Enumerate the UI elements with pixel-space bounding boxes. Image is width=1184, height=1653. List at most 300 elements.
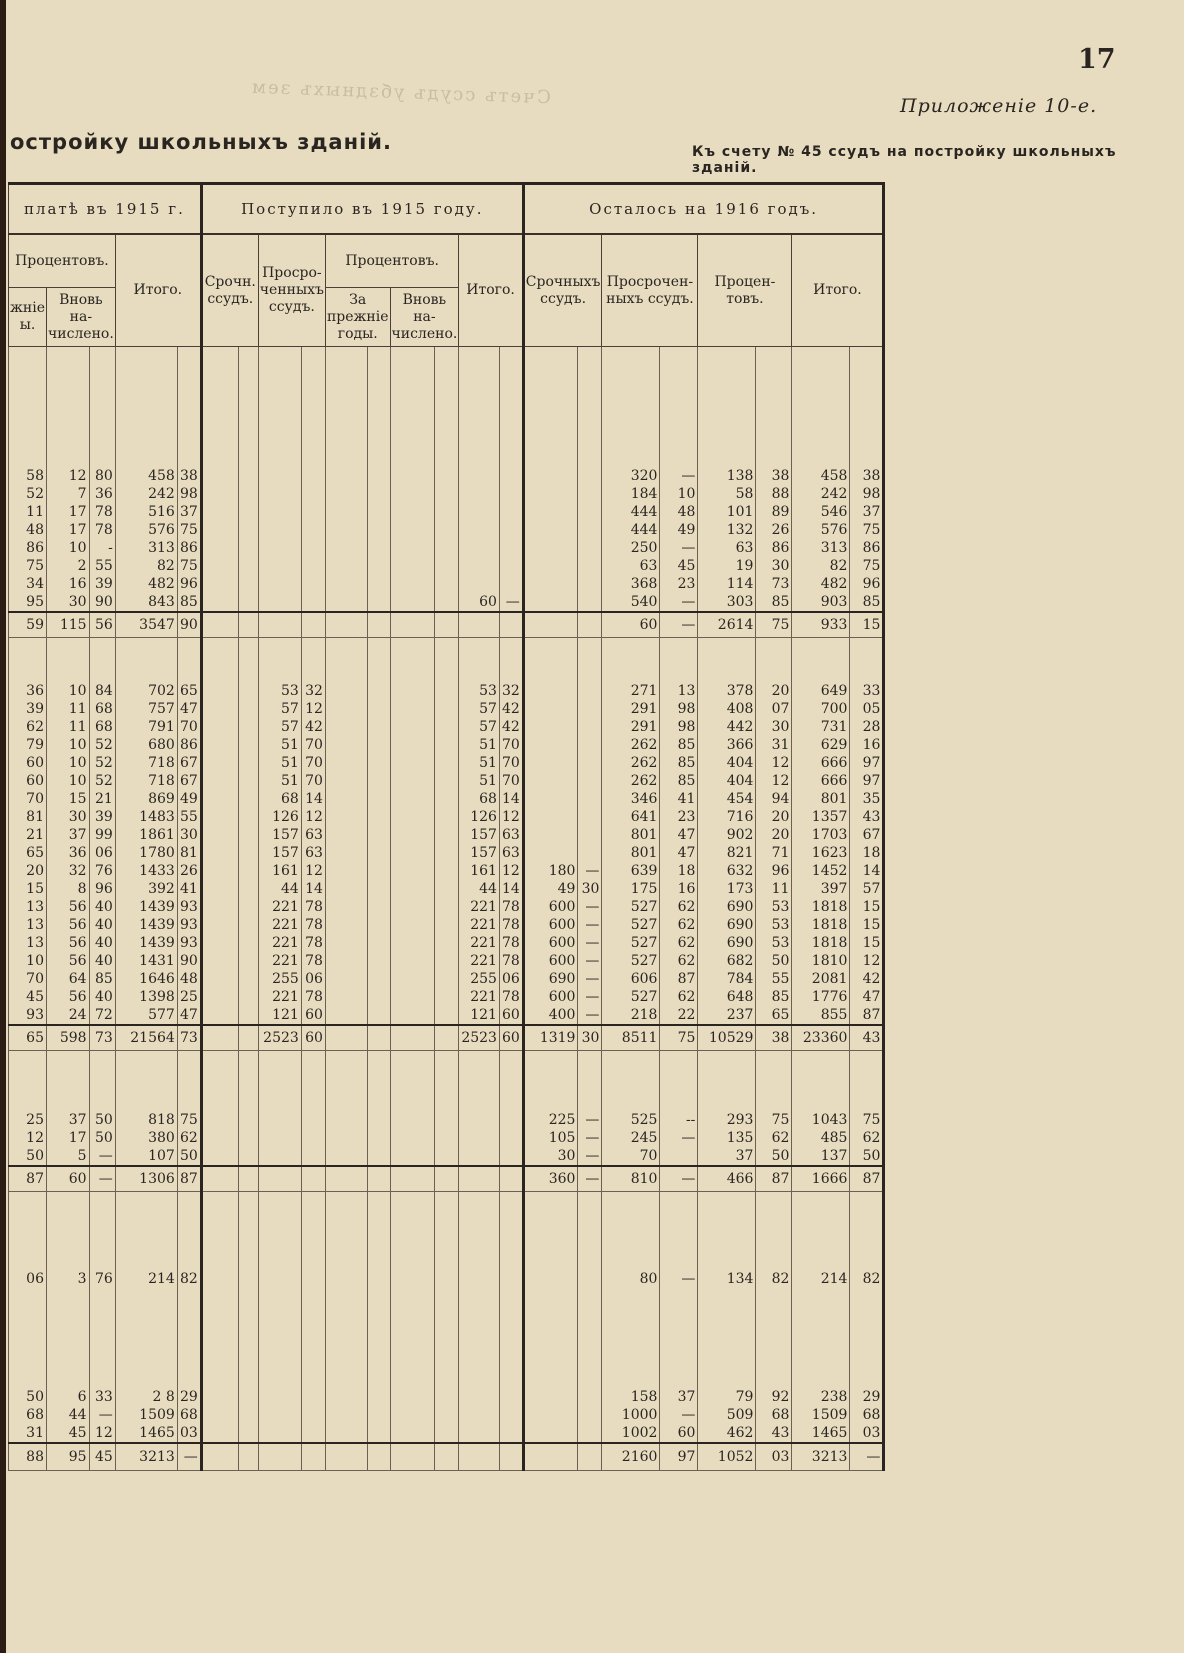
table-cell: 70 bbox=[9, 970, 47, 988]
table-cell: 85 bbox=[850, 593, 884, 612]
table-cell: 12 bbox=[9, 1129, 47, 1147]
table-cell: 36 bbox=[9, 682, 47, 700]
table-cell bbox=[325, 790, 367, 808]
table-cell bbox=[238, 862, 258, 880]
table-cell bbox=[238, 347, 258, 468]
table-cell bbox=[325, 485, 367, 503]
table-cell: 15 bbox=[9, 880, 47, 898]
table-cell bbox=[238, 521, 258, 539]
table-cell bbox=[238, 1006, 258, 1025]
table-cell bbox=[435, 638, 459, 683]
table-cell bbox=[238, 826, 258, 844]
table-cell bbox=[390, 808, 435, 826]
table-cell: 53 bbox=[756, 898, 792, 916]
table-cell: 801 bbox=[792, 790, 850, 808]
table-cell: 408 bbox=[698, 700, 756, 718]
table-cell: 1509 bbox=[792, 1406, 850, 1424]
table-cell: 70 bbox=[9, 790, 47, 808]
table-cell: 96 bbox=[89, 880, 115, 898]
table-cell: 47 bbox=[660, 844, 698, 862]
table-cell: 1306 bbox=[115, 1166, 177, 1192]
table-cell: 629 bbox=[792, 736, 850, 754]
table-cell bbox=[201, 898, 238, 916]
table-cell bbox=[390, 1443, 435, 1471]
table-cell: 380 bbox=[115, 1129, 177, 1147]
table-cell: 10 bbox=[46, 754, 89, 772]
table-cell: 320 bbox=[602, 467, 660, 485]
table-cell bbox=[499, 1270, 523, 1288]
table-cell: 18 bbox=[660, 862, 698, 880]
table-cell bbox=[850, 1288, 884, 1388]
table-cell bbox=[390, 736, 435, 754]
table-cell bbox=[390, 718, 435, 736]
table-cell bbox=[325, 1051, 367, 1112]
table-cell: 680 bbox=[115, 736, 177, 754]
table-cell: - bbox=[89, 539, 115, 557]
table-cell: 869 bbox=[115, 790, 177, 808]
table-cell bbox=[523, 844, 578, 862]
table-cell: 03 bbox=[850, 1424, 884, 1443]
table-cell: 843 bbox=[115, 593, 177, 612]
table-cell: 700 bbox=[792, 700, 850, 718]
header-total: Итого. bbox=[115, 234, 201, 347]
table-cell bbox=[325, 557, 367, 575]
table-cell: 221 bbox=[258, 952, 301, 970]
table-cell: 13 bbox=[9, 934, 47, 952]
table-cell bbox=[367, 1006, 390, 1025]
table-cell: 1465 bbox=[115, 1424, 177, 1443]
table-cell bbox=[201, 700, 238, 718]
table-cell: 14 bbox=[499, 880, 523, 898]
table-cell bbox=[367, 880, 390, 898]
table-cell: 17 bbox=[46, 503, 89, 521]
table-cell: 214 bbox=[115, 1270, 177, 1288]
table-cell bbox=[238, 898, 258, 916]
table-cell bbox=[9, 1051, 47, 1112]
table-cell: 51 bbox=[459, 772, 500, 790]
table-cell: 12 bbox=[89, 1424, 115, 1443]
table-cell: 12 bbox=[499, 808, 523, 826]
table-cell bbox=[238, 467, 258, 485]
table-cell: 138 bbox=[698, 467, 756, 485]
spacer-row bbox=[9, 1288, 884, 1388]
table-cell: 35 bbox=[850, 790, 884, 808]
table-cell bbox=[698, 1192, 756, 1271]
table-cell: 36 bbox=[89, 485, 115, 503]
table-cell: 25 bbox=[177, 988, 201, 1006]
table-cell bbox=[435, 539, 459, 557]
table-cell bbox=[499, 1166, 523, 1192]
table-cell bbox=[238, 790, 258, 808]
table-cell: 1002 bbox=[602, 1424, 660, 1443]
table-cell bbox=[367, 612, 390, 638]
table-cell: 38 bbox=[850, 467, 884, 485]
table-cell: 12 bbox=[46, 467, 89, 485]
table-cell: 53 bbox=[756, 916, 792, 934]
table-cell bbox=[238, 1270, 258, 1288]
table-cell bbox=[301, 575, 325, 593]
table-cell bbox=[602, 1192, 660, 1271]
table-cell bbox=[523, 808, 578, 826]
table-cell bbox=[325, 880, 367, 898]
table-cell bbox=[238, 1406, 258, 1424]
table-cell: 50 bbox=[756, 952, 792, 970]
table-cell bbox=[258, 557, 301, 575]
table-cell bbox=[523, 557, 578, 575]
table-cell: 28 bbox=[850, 718, 884, 736]
table-cell: 85 bbox=[177, 593, 201, 612]
table-cell: 250 bbox=[602, 539, 660, 557]
table-cell: 690 bbox=[523, 970, 578, 988]
table-cell bbox=[201, 988, 238, 1006]
table-cell: 291 bbox=[602, 700, 660, 718]
table-cell bbox=[578, 682, 602, 700]
table-cell: 48 bbox=[660, 503, 698, 521]
table-cell: 32 bbox=[46, 862, 89, 880]
table-cell: 5 bbox=[46, 1147, 89, 1166]
table-cell bbox=[523, 682, 578, 700]
table-cell bbox=[325, 638, 367, 683]
table-cell bbox=[523, 467, 578, 485]
table-cell: 14 bbox=[301, 880, 325, 898]
table-cell bbox=[435, 826, 459, 844]
table-cell bbox=[660, 347, 698, 468]
table-cell: 1666 bbox=[792, 1166, 850, 1192]
table-cell bbox=[325, 736, 367, 754]
table-cell bbox=[390, 1270, 435, 1288]
table-cell: 60 bbox=[9, 772, 47, 790]
table-cell: 2081 bbox=[792, 970, 850, 988]
table-row bbox=[9, 736, 884, 754]
table-cell bbox=[325, 898, 367, 916]
table-cell bbox=[578, 790, 602, 808]
table-cell: 75 bbox=[177, 557, 201, 575]
table-cell: 90 bbox=[177, 952, 201, 970]
table-cell bbox=[602, 1051, 660, 1112]
table-cell bbox=[578, 557, 602, 575]
table-cell: 576 bbox=[792, 521, 850, 539]
table-cell: 87 bbox=[177, 1166, 201, 1192]
table-cell: 60 bbox=[602, 612, 660, 638]
table-cell bbox=[238, 612, 258, 638]
table-cell bbox=[523, 539, 578, 557]
table-cell bbox=[238, 1388, 258, 1406]
table-cell: — bbox=[89, 1406, 115, 1424]
table-cell bbox=[367, 347, 390, 468]
table-cell: 718 bbox=[115, 772, 177, 790]
table-cell bbox=[390, 1129, 435, 1147]
table-cell: 157 bbox=[258, 844, 301, 862]
table-cell: 600 bbox=[523, 988, 578, 1006]
table-cell: 50 bbox=[89, 1111, 115, 1129]
table-cell bbox=[258, 1406, 301, 1424]
table-row bbox=[9, 1006, 884, 1025]
table-cell: 1465 bbox=[792, 1424, 850, 1443]
table-cell: 20 bbox=[756, 826, 792, 844]
table-cell bbox=[578, 347, 602, 468]
table-cell bbox=[367, 557, 390, 575]
table-cell bbox=[435, 754, 459, 772]
table-cell bbox=[390, 970, 435, 988]
table-cell bbox=[325, 1288, 367, 1388]
table-cell: 78 bbox=[499, 952, 523, 970]
table-cell bbox=[459, 612, 500, 638]
table-cell: 76 bbox=[89, 1270, 115, 1288]
table-cell: — bbox=[578, 934, 602, 952]
table-cell: 13 bbox=[9, 916, 47, 934]
table-cell: 40 bbox=[89, 952, 115, 970]
table-cell bbox=[367, 934, 390, 952]
table-cell: 60 bbox=[499, 1025, 523, 1051]
table-cell: 632 bbox=[698, 862, 756, 880]
table-cell: 12 bbox=[850, 952, 884, 970]
table-cell: — bbox=[578, 1147, 602, 1166]
table-cell bbox=[435, 970, 459, 988]
table-cell bbox=[435, 1006, 459, 1025]
table-cell bbox=[238, 1129, 258, 1147]
table-cell bbox=[46, 638, 89, 683]
table-cell bbox=[578, 700, 602, 718]
table-cell bbox=[201, 808, 238, 826]
table-cell: 255 bbox=[258, 970, 301, 988]
table-cell bbox=[523, 575, 578, 593]
table-cell bbox=[459, 1443, 500, 1471]
table-cell: 87 bbox=[660, 970, 698, 988]
table-row bbox=[9, 718, 884, 736]
table-cell: 55 bbox=[177, 808, 201, 826]
table-cell bbox=[258, 347, 301, 468]
table-cell: 458 bbox=[792, 467, 850, 485]
table-cell: 40 bbox=[89, 988, 115, 1006]
table-cell: 682 bbox=[698, 952, 756, 970]
table-cell bbox=[390, 790, 435, 808]
table-cell: 49 bbox=[523, 880, 578, 898]
table-cell: 37 bbox=[46, 1111, 89, 1129]
table-cell bbox=[367, 521, 390, 539]
table-cell bbox=[435, 1111, 459, 1129]
table-cell: 58 bbox=[9, 467, 47, 485]
table-cell: 702 bbox=[115, 682, 177, 700]
table-cell: 12 bbox=[756, 772, 792, 790]
table-cell: 75 bbox=[177, 521, 201, 539]
table-row bbox=[9, 970, 884, 988]
table-cell bbox=[238, 1147, 258, 1166]
table-cell: 221 bbox=[258, 988, 301, 1006]
table-cell: 42 bbox=[499, 700, 523, 718]
table-row bbox=[9, 862, 884, 880]
header-overdue: Просро-ченныхъ ссудъ. bbox=[258, 234, 325, 347]
table-row bbox=[9, 934, 884, 952]
table-cell: 60 bbox=[301, 1025, 325, 1051]
table-cell: — bbox=[177, 1443, 201, 1471]
table-cell: 57 bbox=[459, 700, 500, 718]
table-cell bbox=[523, 485, 578, 503]
table-cell bbox=[258, 593, 301, 612]
table-cell bbox=[435, 1166, 459, 1192]
table-cell: 527 bbox=[602, 934, 660, 952]
table-cell bbox=[325, 1443, 367, 1471]
table-cell: 60 bbox=[301, 1006, 325, 1025]
table-cell: — bbox=[578, 988, 602, 1006]
table-cell bbox=[325, 593, 367, 612]
table-cell bbox=[435, 808, 459, 826]
table-cell bbox=[325, 1129, 367, 1147]
table-cell: 50 bbox=[177, 1147, 201, 1166]
table-cell bbox=[390, 557, 435, 575]
table-cell: 221 bbox=[459, 952, 500, 970]
table-cell: 78 bbox=[499, 988, 523, 1006]
table-cell: 784 bbox=[698, 970, 756, 988]
table-row bbox=[9, 1424, 884, 1443]
table-cell: 527 bbox=[602, 988, 660, 1006]
table-cell: 86 bbox=[177, 736, 201, 754]
table-cell bbox=[9, 347, 47, 468]
table-cell bbox=[459, 1192, 500, 1271]
table-cell bbox=[89, 1192, 115, 1271]
table-cell bbox=[578, 575, 602, 593]
table-cell: 454 bbox=[698, 790, 756, 808]
table-cell bbox=[850, 347, 884, 468]
table-cell: 6 bbox=[46, 1388, 89, 1406]
table-cell: 68 bbox=[89, 718, 115, 736]
table-cell: 47 bbox=[177, 1006, 201, 1025]
table-cell: 14 bbox=[301, 790, 325, 808]
table-cell: 11 bbox=[756, 880, 792, 898]
table-cell bbox=[367, 736, 390, 754]
table-cell: 1818 bbox=[792, 916, 850, 934]
table-cell bbox=[301, 1129, 325, 1147]
table-cell bbox=[201, 718, 238, 736]
table-cell bbox=[238, 557, 258, 575]
table-cell: 48 bbox=[9, 521, 47, 539]
table-cell: 58 bbox=[698, 485, 756, 503]
table-cell bbox=[578, 772, 602, 790]
table-cell bbox=[499, 1192, 523, 1271]
table-row bbox=[9, 808, 884, 826]
table-cell bbox=[115, 1051, 177, 1112]
table-cell bbox=[301, 1051, 325, 1112]
table-cell: 55 bbox=[756, 970, 792, 988]
table-cell bbox=[390, 844, 435, 862]
table-cell: 731 bbox=[792, 718, 850, 736]
table-cell bbox=[390, 1166, 435, 1192]
table-cell: 73 bbox=[89, 1025, 115, 1051]
table-cell: 485 bbox=[792, 1129, 850, 1147]
table-cell bbox=[499, 347, 523, 468]
table-cell: 82 bbox=[792, 557, 850, 575]
table-cell bbox=[523, 593, 578, 612]
table-cell: 126 bbox=[258, 808, 301, 826]
table-cell: 221 bbox=[258, 916, 301, 934]
table-cell: 39 bbox=[89, 575, 115, 593]
table-cell: 85 bbox=[756, 988, 792, 1006]
table-cell: 34 bbox=[9, 575, 47, 593]
table-cell: 8511 bbox=[602, 1025, 660, 1051]
table-cell: 666 bbox=[792, 772, 850, 790]
table-cell bbox=[258, 1147, 301, 1166]
table-cell: 716 bbox=[698, 808, 756, 826]
table-cell: 42 bbox=[850, 970, 884, 988]
table-cell bbox=[435, 682, 459, 700]
table-cell bbox=[115, 638, 177, 683]
table-cell: 1646 bbox=[115, 970, 177, 988]
table-cell: 67 bbox=[177, 754, 201, 772]
table-cell bbox=[435, 718, 459, 736]
table-cell: 105 bbox=[523, 1129, 578, 1147]
table-cell: 51 bbox=[258, 754, 301, 772]
table-cell: 132 bbox=[698, 521, 756, 539]
table-cell bbox=[301, 1270, 325, 1288]
table-cell: 2523 bbox=[258, 1025, 301, 1051]
table-cell bbox=[201, 1111, 238, 1129]
table-cell bbox=[201, 1025, 238, 1051]
table-cell bbox=[46, 1288, 89, 1388]
table-cell bbox=[201, 1424, 238, 1443]
table-cell: 368 bbox=[602, 575, 660, 593]
table-cell: 13 bbox=[9, 898, 47, 916]
table-cell: 525 bbox=[602, 1111, 660, 1129]
table-row bbox=[9, 539, 884, 557]
table-cell: 70 bbox=[301, 754, 325, 772]
table-cell: 56 bbox=[46, 934, 89, 952]
table-cell: 85 bbox=[756, 593, 792, 612]
table-cell bbox=[325, 700, 367, 718]
table-cell bbox=[325, 1192, 367, 1271]
table-cell: 26 bbox=[177, 862, 201, 880]
table-cell: 1439 bbox=[115, 898, 177, 916]
table-cell: 93 bbox=[9, 1006, 47, 1025]
table-cell: 86 bbox=[177, 539, 201, 557]
table-cell bbox=[578, 736, 602, 754]
table-cell bbox=[367, 1192, 390, 1271]
table-cell: 51 bbox=[459, 754, 500, 772]
table-cell: 25 bbox=[9, 1111, 47, 1129]
table-cell bbox=[390, 772, 435, 790]
table-cell: 78 bbox=[499, 898, 523, 916]
table-row bbox=[9, 790, 884, 808]
table-cell: 1483 bbox=[115, 808, 177, 826]
table-cell bbox=[499, 638, 523, 683]
table-cell bbox=[238, 736, 258, 754]
table-cell bbox=[301, 1147, 325, 1166]
bleed-through-text: Счетъ ссудъ убздныхъ зем bbox=[249, 76, 552, 109]
table-cell: 06 bbox=[9, 1270, 47, 1288]
table-cell bbox=[390, 1006, 435, 1025]
table-cell: 1818 bbox=[792, 898, 850, 916]
table-cell bbox=[523, 772, 578, 790]
table-cell: — bbox=[660, 539, 698, 557]
table-cell bbox=[499, 521, 523, 539]
table-cell: 600 bbox=[523, 898, 578, 916]
table-cell bbox=[367, 1111, 390, 1129]
table-cell: 76 bbox=[89, 862, 115, 880]
page-binding bbox=[0, 0, 6, 1653]
table-cell: 600 bbox=[523, 952, 578, 970]
table-cell bbox=[238, 700, 258, 718]
table-cell bbox=[390, 593, 435, 612]
table-cell bbox=[499, 1111, 523, 1129]
table-cell: 444 bbox=[602, 503, 660, 521]
table-cell bbox=[435, 485, 459, 503]
table-cell: 2 bbox=[46, 557, 89, 575]
table-cell: 86 bbox=[850, 539, 884, 557]
table-cell: 11 bbox=[46, 718, 89, 736]
table-cell: 85 bbox=[89, 970, 115, 988]
table-cell bbox=[499, 503, 523, 521]
table-cell: 10 bbox=[46, 736, 89, 754]
table-cell: 30 bbox=[578, 880, 602, 898]
table-cell bbox=[325, 1025, 367, 1051]
